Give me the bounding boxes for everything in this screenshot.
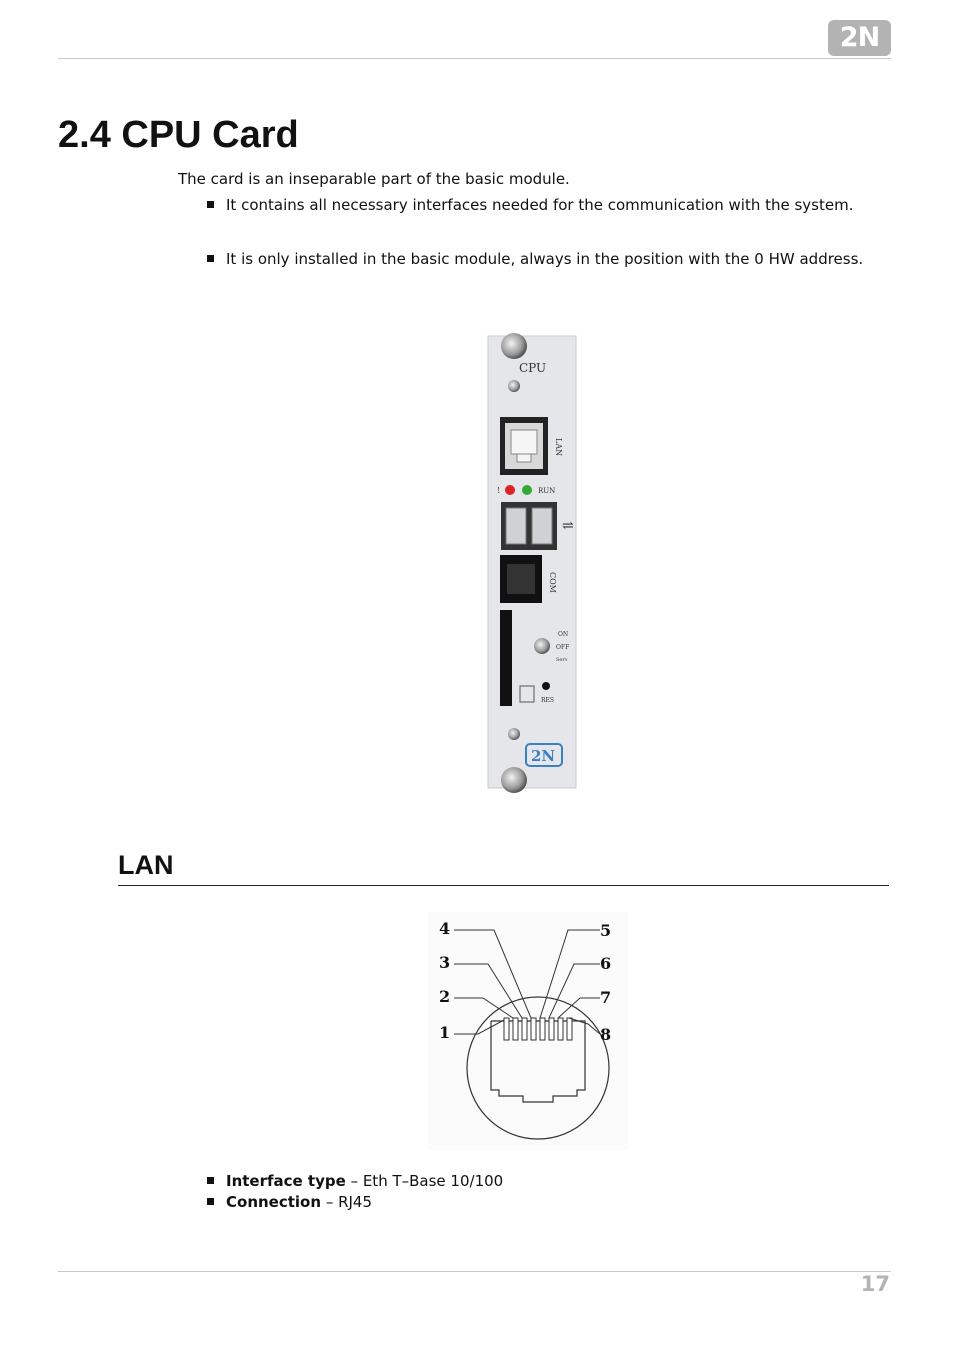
pin-label: 4 bbox=[439, 919, 451, 938]
spec-item bbox=[207, 1171, 503, 1192]
intro-paragraph: The card is an inseparable part of the basic module. bbox=[178, 170, 570, 188]
rj45-pinout-diagram bbox=[428, 912, 628, 1150]
pin-label: 2 bbox=[439, 987, 451, 1006]
bullet-text: It contains all necessary interfaces needed for the communication with the system. bbox=[226, 196, 854, 214]
bullet-text: It is only installed in the basic module, always in the position with the 0 HW address. bbox=[226, 250, 864, 268]
pin-label: 3 bbox=[439, 953, 451, 972]
reset-button-icon bbox=[542, 682, 550, 690]
lan-port-label: LAN bbox=[554, 438, 563, 457]
card-slot bbox=[500, 610, 512, 706]
bullet-item bbox=[207, 195, 889, 216]
spec-item bbox=[207, 1192, 372, 1213]
bullet-square-icon bbox=[207, 1177, 214, 1184]
run-led-icon bbox=[522, 485, 532, 495]
pin-label: 6 bbox=[600, 954, 612, 973]
cpu-card-image bbox=[480, 330, 580, 796]
spec-label: Interface type bbox=[226, 1172, 346, 1190]
bullet-square-icon bbox=[207, 1198, 214, 1205]
section-heading-lan: LAN bbox=[118, 850, 174, 880]
switch-off-label: OFF bbox=[556, 644, 570, 651]
cpu-label: CPU bbox=[519, 361, 547, 375]
spec-value: – RJ45 bbox=[321, 1193, 373, 1211]
switch-on-label: ON bbox=[558, 631, 569, 638]
footer-rule bbox=[58, 1271, 891, 1272]
mode-switch-icon bbox=[534, 638, 550, 654]
spec-label: Connection bbox=[226, 1193, 322, 1211]
page-number: 17 bbox=[860, 1272, 890, 1296]
page-title: 2.4 CPU Card bbox=[58, 114, 299, 156]
bullet-square-icon bbox=[207, 201, 214, 208]
spec-value: – Eth T–Base 10/100 bbox=[345, 1172, 504, 1190]
bullet-item bbox=[207, 249, 889, 270]
pin-label: 7 bbox=[600, 988, 612, 1007]
bullet-square-icon bbox=[207, 255, 214, 262]
bottom-screw-icon bbox=[501, 767, 527, 793]
reset-label: RES bbox=[541, 697, 555, 704]
run-label: RUN bbox=[538, 487, 556, 495]
top-screw-icon bbox=[501, 333, 527, 359]
switch-serv-label: Serv bbox=[556, 657, 568, 663]
pin-label: 1 bbox=[439, 1023, 451, 1042]
com-port-label: COM bbox=[548, 572, 557, 593]
brand-logo: 2N bbox=[828, 20, 891, 56]
usb-icon: ⇌ bbox=[562, 518, 574, 534]
pin-label: 5 bbox=[600, 921, 612, 940]
led-mark: ! bbox=[497, 486, 501, 495]
pin-label: 8 bbox=[600, 1025, 612, 1044]
header-rule bbox=[58, 58, 891, 59]
error-led-icon bbox=[505, 485, 515, 495]
section-rule bbox=[118, 885, 889, 886]
card-brand-logo: 2N bbox=[531, 747, 556, 765]
